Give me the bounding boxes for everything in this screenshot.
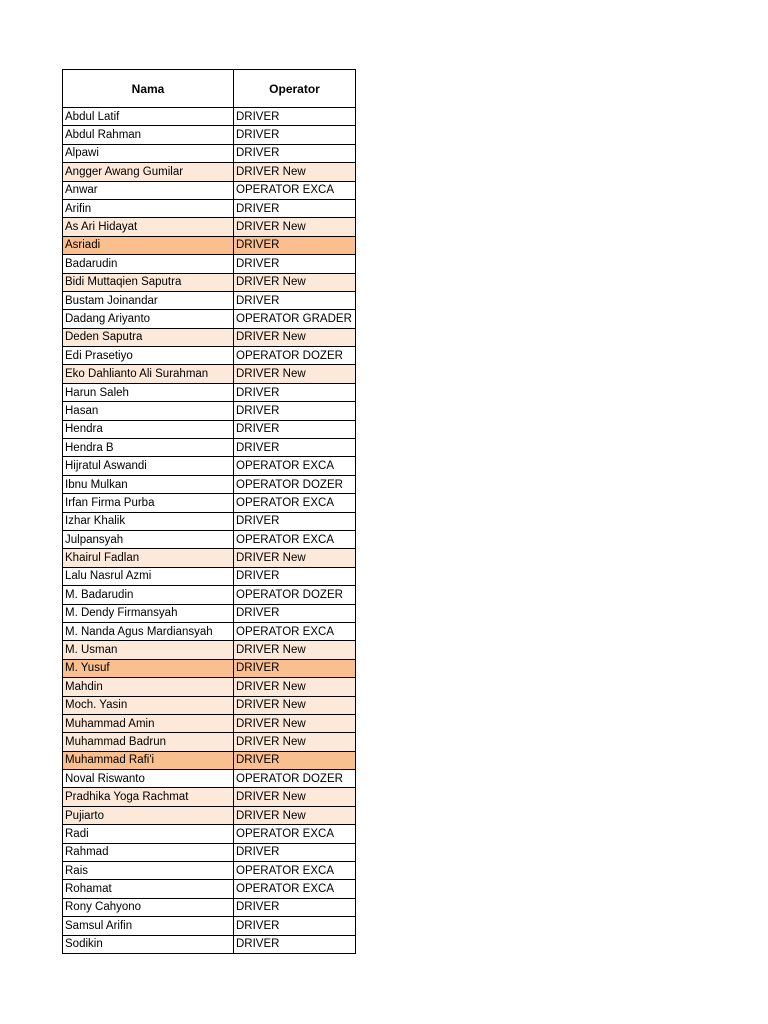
cell-operator[interactable]: OPERATOR DOZER [234, 347, 356, 365]
table-row [63, 494, 356, 512]
cell-operator[interactable]: DRIVER New [234, 788, 356, 806]
cell-nama[interactable]: Abdul Rahman [63, 126, 234, 144]
table-row [63, 181, 356, 199]
cell-operator[interactable]: DRIVER [234, 255, 356, 273]
cell-operator[interactable]: DRIVER [234, 935, 356, 953]
cell-nama[interactable]: Samsul Arifin [63, 917, 234, 935]
cell-nama[interactable]: As Ari Hidayat [63, 218, 234, 236]
table-row [63, 199, 356, 217]
table-row [63, 144, 356, 162]
table-row [63, 641, 356, 659]
cell-operator[interactable]: DRIVER [234, 898, 356, 916]
cell-operator[interactable]: DRIVER New [234, 641, 356, 659]
cell-nama[interactable]: Rahmad [63, 843, 234, 861]
cell-operator[interactable]: DRIVER [234, 291, 356, 309]
cell-operator[interactable]: DRIVER [234, 126, 356, 144]
cell-operator[interactable]: DRIVER [234, 199, 356, 217]
cell-nama[interactable]: Hasan [63, 402, 234, 420]
table-row [63, 880, 356, 898]
cell-nama[interactable]: Julpansyah [63, 530, 234, 548]
table-row [63, 604, 356, 622]
cell-operator[interactable]: DRIVER New [234, 549, 356, 567]
cell-nama[interactable]: Ibnu Mulkan [63, 475, 234, 493]
table-row [63, 806, 356, 824]
cell-operator[interactable]: DRIVER [234, 512, 356, 530]
cell-operator[interactable]: DRIVER New [234, 365, 356, 383]
cell-nama[interactable]: M. Usman [63, 641, 234, 659]
cell-operator[interactable]: DRIVER [234, 917, 356, 935]
cell-nama[interactable]: Hijratul Aswandi [63, 457, 234, 475]
cell-nama[interactable]: Alpawi [63, 144, 234, 162]
table-row [63, 898, 356, 916]
table-row [63, 770, 356, 788]
cell-nama[interactable]: Pujiarto [63, 806, 234, 824]
header-cell-operator[interactable]: Operator [234, 70, 356, 108]
cell-nama[interactable]: M. Nanda Agus Mardiansyah [63, 622, 234, 640]
cell-operator[interactable]: OPERATOR EXCA [234, 825, 356, 843]
cell-operator[interactable]: OPERATOR DOZER [234, 770, 356, 788]
cell-nama[interactable]: Muhammad Amin [63, 714, 234, 732]
cell-nama[interactable]: Eko Dahlianto Ali Surahman [63, 365, 234, 383]
cell-nama[interactable]: Angger Awang Gumilar [63, 163, 234, 181]
table-row [63, 935, 356, 953]
cell-nama[interactable]: M. Yusuf [63, 659, 234, 677]
cell-operator[interactable]: DRIVER New [234, 696, 356, 714]
table-row [63, 696, 356, 714]
cell-operator[interactable]: DRIVER New [234, 806, 356, 824]
cell-operator[interactable]: DRIVER New [234, 714, 356, 732]
cell-operator[interactable]: DRIVER [234, 659, 356, 677]
cell-operator[interactable]: DRIVER New [234, 733, 356, 751]
table-row [63, 402, 356, 420]
cell-nama[interactable]: Muhammad Badrun [63, 733, 234, 751]
cell-operator[interactable]: OPERATOR EXCA [234, 862, 356, 880]
table-body [63, 108, 356, 954]
cell-operator[interactable]: DRIVER New [234, 678, 356, 696]
spreadsheet-page [62, 69, 356, 954]
cell-operator[interactable]: OPERATOR GRADER [234, 310, 356, 328]
table-row [63, 310, 356, 328]
cell-operator[interactable]: DRIVER New [234, 328, 356, 346]
cell-nama[interactable]: Radi [63, 825, 234, 843]
table-row [63, 788, 356, 806]
cell-nama[interactable]: Anwar [63, 181, 234, 199]
table-row [63, 328, 356, 346]
table-row [63, 273, 356, 291]
cell-operator[interactable]: DRIVER New [234, 218, 356, 236]
table-row [63, 567, 356, 585]
cell-nama[interactable]: Noval Riswanto [63, 770, 234, 788]
table-header [63, 70, 356, 108]
table-row [63, 733, 356, 751]
cell-operator[interactable]: DRIVER [234, 604, 356, 622]
table-row [63, 347, 356, 365]
table-row [63, 365, 356, 383]
cell-nama[interactable]: Irfan Firma Purba [63, 494, 234, 512]
cell-operator[interactable]: DRIVER New [234, 163, 356, 181]
cell-nama[interactable]: Pradhika Yoga Rachmat [63, 788, 234, 806]
cell-operator[interactable]: DRIVER [234, 843, 356, 861]
cell-operator[interactable]: OPERATOR EXCA [234, 880, 356, 898]
table-row [63, 457, 356, 475]
cell-operator[interactable]: DRIVER [234, 751, 356, 769]
cell-nama[interactable]: Edi Prasetiyo [63, 347, 234, 365]
cell-operator[interactable]: DRIVER New [234, 273, 356, 291]
cell-nama[interactable]: Rony Cahyono [63, 898, 234, 916]
table-row [63, 843, 356, 861]
cell-operator[interactable]: DRIVER [234, 383, 356, 401]
table-row [63, 108, 356, 126]
cell-operator[interactable]: OPERATOR EXCA [234, 181, 356, 199]
cell-operator[interactable]: OPERATOR EXCA [234, 622, 356, 640]
cell-nama[interactable]: Abdul Latif [63, 108, 234, 126]
cell-nama[interactable]: Hendra B [63, 439, 234, 457]
cell-operator[interactable]: DRIVER [234, 420, 356, 438]
cell-operator[interactable]: DRIVER [234, 108, 356, 126]
cell-nama[interactable]: Badarudin [63, 255, 234, 273]
cell-nama[interactable]: Sodikin [63, 935, 234, 953]
cell-operator[interactable]: DRIVER [234, 439, 356, 457]
table-row [63, 126, 356, 144]
cell-nama[interactable]: M. Dendy Firmansyah [63, 604, 234, 622]
personnel-table [62, 69, 356, 954]
cell-nama[interactable]: Asriadi [63, 236, 234, 254]
cell-nama[interactable]: Bidi Muttaqien Saputra [63, 273, 234, 291]
cell-nama[interactable]: Rais [63, 862, 234, 880]
table-row [63, 862, 356, 880]
cell-operator[interactable]: DRIVER [234, 402, 356, 420]
table-row [63, 255, 356, 273]
table-row [63, 383, 356, 401]
table-row [63, 751, 356, 769]
cell-nama[interactable]: Mahdin [63, 678, 234, 696]
cell-operator[interactable]: DRIVER [234, 144, 356, 162]
table-row [63, 163, 356, 181]
table-row [63, 678, 356, 696]
cell-nama[interactable]: Dadang Ariyanto [63, 310, 234, 328]
table-row [63, 475, 356, 493]
table-row [63, 825, 356, 843]
table-row [63, 622, 356, 640]
cell-nama[interactable]: Harun Saleh [63, 383, 234, 401]
cell-operator[interactable]: OPERATOR EXCA [234, 457, 356, 475]
cell-nama[interactable]: Moch. Yasin [63, 696, 234, 714]
table-row [63, 420, 356, 438]
table-row [63, 236, 356, 254]
cell-operator[interactable]: DRIVER [234, 236, 356, 254]
cell-nama[interactable]: Izhar Khalik [63, 512, 234, 530]
cell-nama[interactable]: Khairul Fadlan [63, 549, 234, 567]
table-row [63, 218, 356, 236]
cell-nama[interactable]: Deden Saputra [63, 328, 234, 346]
table-row [63, 439, 356, 457]
table-row [63, 530, 356, 548]
cell-nama[interactable]: Arifin [63, 199, 234, 217]
table-row [63, 917, 356, 935]
cell-nama[interactable]: M. Badarudin [63, 586, 234, 604]
header-cell-nama[interactable]: Nama [63, 70, 234, 108]
table-row [63, 291, 356, 309]
cell-operator[interactable]: DRIVER [234, 567, 356, 585]
header-row [63, 70, 356, 108]
cell-nama[interactable]: Muhammad Rafi'i [63, 751, 234, 769]
cell-operator[interactable]: OPERATOR DOZER [234, 586, 356, 604]
table-row [63, 512, 356, 530]
cell-operator[interactable]: OPERATOR EXCA [234, 530, 356, 548]
table-row [63, 549, 356, 567]
cell-nama[interactable]: Hendra [63, 420, 234, 438]
cell-nama[interactable]: Lalu Nasrul Azmi [63, 567, 234, 585]
table-row [63, 659, 356, 677]
cell-operator[interactable]: OPERATOR EXCA [234, 494, 356, 512]
cell-operator[interactable]: OPERATOR DOZER [234, 475, 356, 493]
table-row [63, 586, 356, 604]
table-row [63, 714, 356, 732]
cell-nama[interactable]: Rohamat [63, 880, 234, 898]
cell-nama[interactable]: Bustam Joinandar [63, 291, 234, 309]
